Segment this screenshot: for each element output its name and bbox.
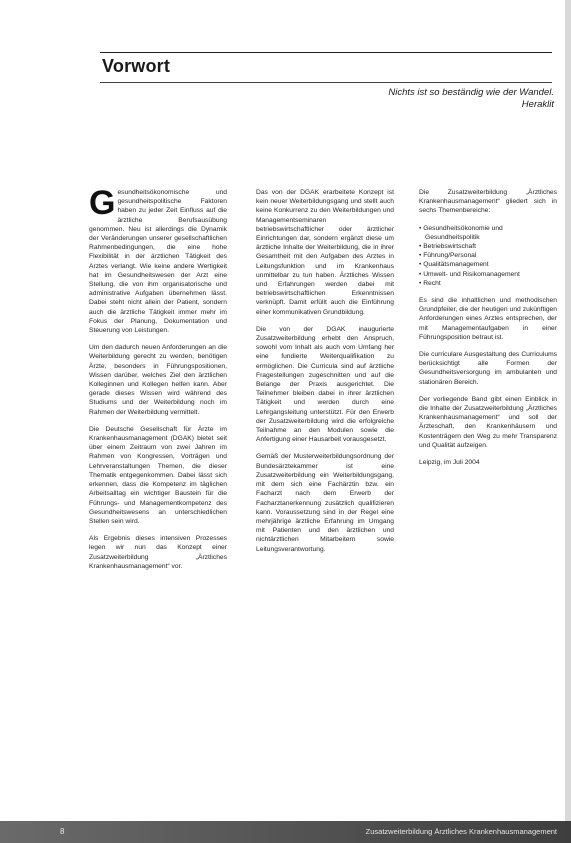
paragraph: Die curriculare Ausgestaltung des Curriculums berücksichtigt alle Formen der Gesundheitsversorgung im ambulanten und stationären Bereich. [419,351,557,386]
text-column-1 [89,184,227,579]
paragraph: Als Ergebnis dieses intensiven Prozesses legen wir nun das Konzept einer Zusatzweiterbildung „Ärztliches Krankenhausmanagement“ vor. [89,535,227,570]
paragraph-text: esundheitsökonomische und gesundheitspolitische Faktoren haben zu jeder Zeit Einfluss auf die ärztliche Berufsausübung genommen. Neu ist allerdings die Dynamik der Veränderungen unserer gesellschaftlichen Rahmenbedingungen, die eine hohe Flexibilität in der ärztlichen Tätigkeit des Arztes verlangt. Wie keine andere Wertigkeit hat im Gesundheitswesen der Arzt eine Stellung, die von ihm organisatorische und administrative Aufgaben übernehmen lässt. Dabei steht nicht allein der Patient, sondern auch die ärztliche Tätigkeit immer mehr im Fokus der Planung, Dokumentation und Steuerung von Leistungen. [89,189,227,335]
list-item: • Umwelt- und Risikomanagement [419,270,557,279]
list-item: • Qualitätsmanagement [419,260,557,269]
paragraph: Die Deutsche Gesellschaft für Ärzte im Krankenhausmanagement (DGAK) bietet seit über einem Zeitraum von zwei Jahren im Rahmen von Kongressen, Vorträgen und Lehrveranstaltungen Themen, die dieser Thematik entgegenkommen. Dabei lässt sich erkennen, dass die Kompetenz im täglichen Arbeitsalltag ein wichtiger Baustein für die Führungs- und Managementkompetenz des Gesundheitswesens an unterschiedlichen Stellen sein wird. [89,425,227,525]
paragraph [89,184,227,335]
page-title: Vorwort [102,56,171,76]
list-item: • Betriebswirtschaft [419,242,557,251]
motto-author: Heraklit [521,99,554,110]
motto [388,87,554,111]
footer-bar [0,821,571,843]
page-edge-shadow [565,0,571,843]
footer-title: Zusatzweiterbildung Ärztliches Krankenhausmanagement [365,827,557,836]
list-item: • Gesundheitsökonomie und Gesundheitspolitik [419,224,557,242]
paragraph: Gemäß der Musterweiterbildungsordnung der Bundesärztekammer ist eine Zusatzweiterbildung ein Weiterbildungsgang, mit dem sich eine Fachärztin bzw. ein Facharzt nach dem Erwerb der Facharztanerkennung zusätzlich qualifizieren kann. Voraussetzung sind in der Regel eine mehrjährige ärztliche Erfahrung im Umgang mit Patienten und den ärztlichen und nichtärztlichen Mitarbeitern sowie Leitungsverantwortung. [256,453,394,553]
paragraph: Das von der DGAK erarbeitete Konzept ist kein neuer Weiterbildungsgang und stellt auch keine Konkurrenz zu den Weiterbildungen und Managementseminaren betriebswirtschaftlicher oder ärztlicher Einrichtungen dar, sondern ergänzt diese um ärztliche Inhalte der Weiterbildung, die in ihrer Gesamtheit mit den Aufgaben des Arztes in Leitungsfunktion und im Krankenhaus unmittelbar zu tun haben. Ärztliches Wissen und Erfahrungen werden dabei mit betriebswirtschaftlichen Erkenntnissen verknüpft. Damit erfüllt auch die Einführung einer kommunikativen Grundbildung. [256,189,394,316]
paragraph: Um den dadurch neuen Anforderungen an die Weiterbildung gerecht zu werden, benötigen Ärzte, besonders in Führungspositionen, Wissen darüber, welches Ziel den ärztlichen Kolleginnen und Kollegen helfen kann. Aber gerade dieses Wissen wird während des Studiums und der Weiterbildung noch im Rahmen der Weiterbildung vermittelt. [89,344,227,416]
paragraph: Es sind die inhaltlichen und methodischen Grundpfeiler, die der heutigen und zukünftigen Anforderungen eines Arztes entsprechen, der mit Managementaufgaben in einer Führungsposition betraut ist. [419,297,557,341]
paragraph: Die von der DGAK inaugurierte Zusatzweiterbildung erhebt den Anspruch, sowohl vom Inhalt als auch vom Umfang her eine fundierte Weiterqualifikation zu ermöglichen. Die Curricula sind auf ärztliche Fragestellungen zugeschnitten und auf die Belange der Praxis ausgerichtet. Die Teilnehmer bleiben dabei in ihrer ärztlichen Tätigkeit und werden durch eine Lehrgangsleitung unterstützt. Für den Erwerb der Zusatzweiterbildung wird die erfolgreiche Teilnahme an den Modulen sowie die Anfertigung einer Hausarbeit vorausgesetzt. [256,325,394,444]
list-item: • Recht [419,279,557,288]
title-bar [100,52,552,83]
signature-line: Leipzig, im Juli 2004 [419,459,480,467]
text-column-3 [419,188,557,475]
list-item: • Führung/Personal [419,251,557,260]
topic-list [419,224,557,288]
paragraph: Der vorliegende Band gibt einen Einblick in die Inhalte der Zusatzweiterbildung „Ärztliches Krankenhausmanagement“ und soll der Ärzteschaft, den Krankenhäusern und Kostenträgern den Weg zu mehr Transparenz und Qualität aufzeigen. [419,395,557,449]
paragraph: Die Zusatzweiterbildung „Ärztliches Krankenhausmanagement“ gliedert sich in sechs Themenbereiche: [419,189,557,215]
motto-quote: Nichts ist so beständig wie der Wandel. [388,87,554,98]
drop-cap: G [89,184,116,222]
page-number: 8 [60,827,65,836]
text-column-2 [256,188,394,562]
